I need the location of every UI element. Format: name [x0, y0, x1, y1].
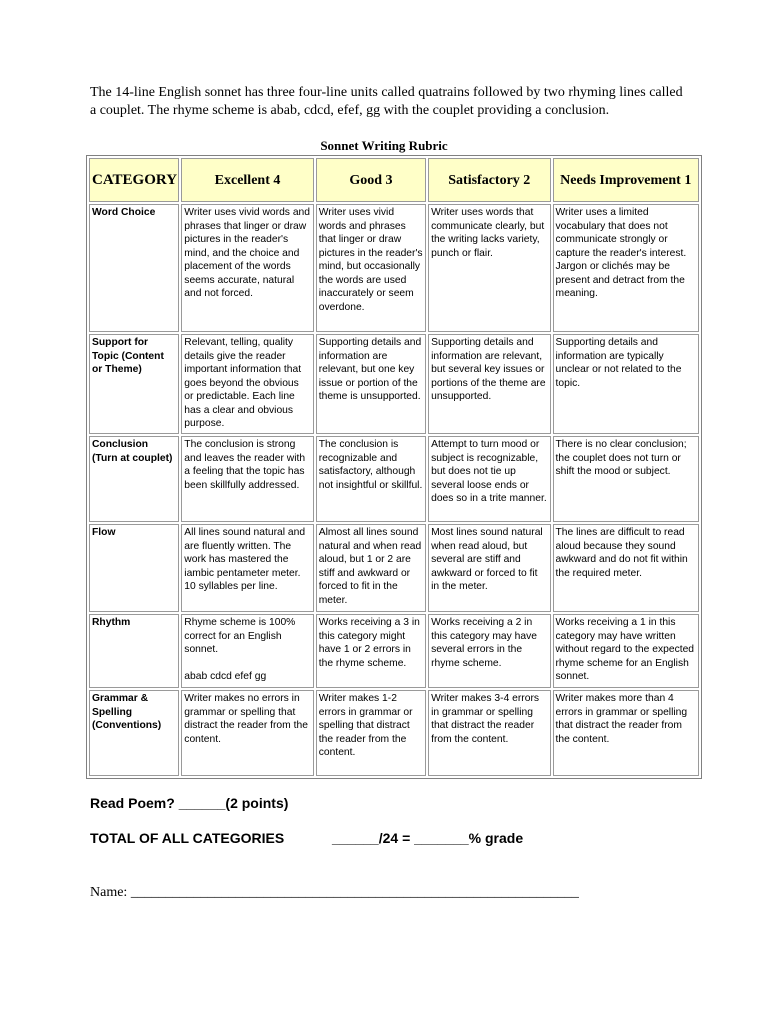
header-excellent: Excellent 4 [181, 158, 313, 202]
row-support-for-topic [89, 334, 699, 434]
rubric-cell: Almost all lines sound natural and when read aloud, but 1 or 2 are stiff and awkward or forced to fit in the meter. [316, 524, 426, 612]
rubric-cell: Writer makes 1-2 errors in grammar or spelling that distract the reader from the content. [316, 690, 426, 776]
rubric-cell: Supporting details and information are relevant, but one key issue or portion of the theme is unsupported. [316, 334, 426, 434]
criterion-label: Conclusion (Turn at couplet) [89, 436, 179, 522]
rubric-cell: There is no clear conclusion; the couplet does not turn or shift the mood or subject. [553, 436, 700, 522]
criterion-label: Grammar & Spelling (Conventions) [89, 690, 179, 776]
rubric-cell: The conclusion is recognizable and satisfactory, although not insightful or skillful. [316, 436, 426, 522]
read-poem-line: Read Poem? ______(2 points) [90, 795, 289, 811]
row-word-choice [89, 204, 699, 332]
header-needs-improvement: Needs Improvement 1 [553, 158, 700, 202]
header-row [89, 158, 699, 202]
name-line[interactable]: Name: ________________________________________________________________ [90, 885, 579, 900]
rubric-cell: Works receiving a 3 in this category might have 1 or 2 errors in the rhyme scheme. [316, 614, 426, 688]
rubric-cell: Writer uses a limited vocabulary that does not communicate strongly or capture the reader's interest. Jargon or clichés may be present and detract from the meaning. [553, 204, 700, 332]
header-category: CATEGORY [89, 158, 179, 202]
criterion-label: Support for Topic (Content or Theme) [89, 334, 179, 434]
rubric-cell: Writer makes no errors in grammar or spelling that distract the reader from the content. [181, 690, 313, 776]
rubric-cell: Supporting details and information are typically unclear or not related to the topic. [553, 334, 700, 434]
rubric-table [86, 155, 702, 779]
total-formula: ______/24 = _______% grade [332, 830, 524, 846]
rubric-cell: The lines are difficult to read aloud because they sound awkward and do not fit within the required meter. [553, 524, 700, 612]
rubric-cell: Rhyme scheme is 100% correct for an English sonnet. abab cdcd efef gg [181, 614, 313, 688]
rubric-title: Sonnet Writing Rubric [320, 138, 448, 153]
criterion-label: Rhythm [89, 614, 179, 688]
row-grammar-spelling [89, 690, 699, 776]
intro-paragraph: The 14-line English sonnet has three four-line units called quatrains followed by two rhyming lines called a couplet. The rhyme scheme is abab, cdcd, efef, gg with the couplet providing a conclusion. [90, 85, 683, 118]
rubric-cell: Supporting details and information are relevant, but several key issues or portions of the theme are unsupported. [428, 334, 550, 434]
rubric-cell: Writer uses vivid words and phrases that linger or draw pictures in the reader's mind, and the choice and placement of the words seems accurate, natural and not forced. [181, 204, 313, 332]
total-label: TOTAL OF ALL CATEGORIES [90, 830, 285, 846]
rubric-cell: Relevant, telling, quality details give the reader important information that goes beyond the obvious or predictable. Each line has a clear and obvious purpose. [181, 334, 313, 434]
rubric-cell: Works receiving a 2 in this category may have several errors in the rhyme scheme. [428, 614, 550, 688]
rubric-cell: Writer makes 3-4 errors in grammar or spelling that distract the reader from the content. [428, 690, 550, 776]
rubric-cell: Writer makes more than 4 errors in grammar or spelling that distract the reader from the content. [553, 690, 700, 776]
rubric-cell: The conclusion is strong and leaves the reader with a feeling that the topic has been skillfully addressed. [181, 436, 313, 522]
rubric-cell: Writer uses vivid words and phrases that linger or draw pictures in the reader's mind, but occasionally the words are used inaccurately or seem overdone. [316, 204, 426, 332]
rubric-cell: Writer uses words that communicate clearly, but the writing lacks variety, punch or flair. [428, 204, 550, 332]
header-good: Good 3 [316, 158, 426, 202]
criterion-label: Flow [89, 524, 179, 612]
rubric-cell: All lines sound natural and are fluently written. The work has mastered the iambic pentameter meter. 10 syllables per line. [181, 524, 313, 612]
header-satisfactory: Satisfactory 2 [428, 158, 550, 202]
row-flow [89, 524, 699, 612]
rubric-cell: Most lines sound natural when read aloud, but several are stiff and awkward or forced to fit in the meter. [428, 524, 550, 612]
rubric-cell: Attempt to turn mood or subject is recognizable, but does not tie up several loose ends or does so in a trite manner. [428, 436, 550, 522]
row-rhythm [89, 614, 699, 688]
row-conclusion [89, 436, 699, 522]
rubric-cell: Works receiving a 1 in this category may have written without regard to the expected rhyme scheme for an English sonnet. [553, 614, 700, 688]
criterion-label: Word Choice [89, 204, 179, 332]
